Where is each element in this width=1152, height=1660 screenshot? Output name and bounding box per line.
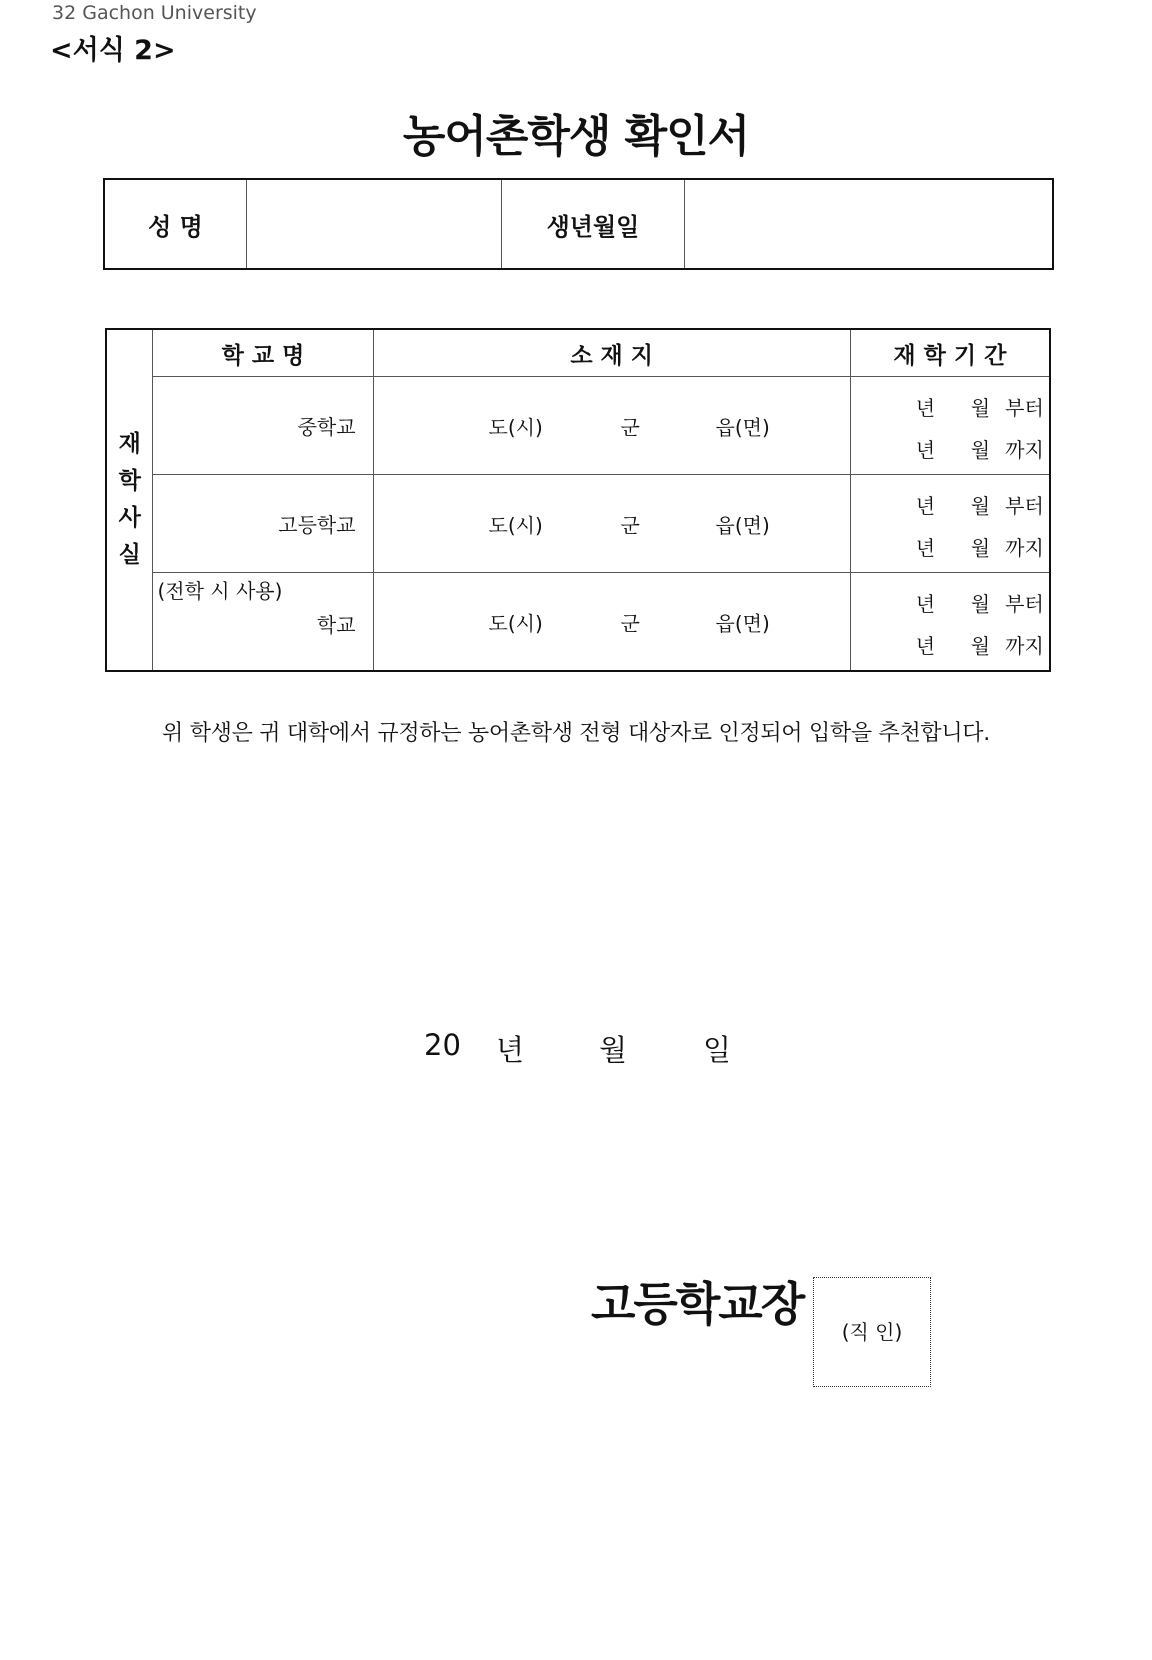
student-info-table bbox=[103, 178, 1054, 270]
to-label: 까지 bbox=[1005, 438, 1044, 462]
school-name-cell[interactable] bbox=[153, 573, 373, 672]
header-period: 재 학 기 간 bbox=[850, 329, 1050, 377]
month-label: 월 bbox=[970, 494, 991, 518]
from-label: 부터 bbox=[1005, 396, 1044, 420]
table-row bbox=[106, 377, 1050, 475]
province-label: 도(시) bbox=[488, 513, 543, 537]
school-suffix: 중학교 bbox=[297, 415, 356, 439]
year-label: 년 bbox=[915, 494, 936, 518]
birth-field[interactable] bbox=[685, 179, 1054, 269]
attendance-side-label bbox=[106, 329, 153, 671]
year-label: 년 bbox=[915, 438, 936, 462]
header-location: 소 재 지 bbox=[373, 329, 850, 377]
year-label: 년 bbox=[915, 536, 936, 560]
recommendation-statement: 위 학생은 귀 대학에서 규정하는 농어촌학생 전형 대상자로 인정되어 입학을 추천합니다. bbox=[162, 721, 990, 746]
province-label: 도(시) bbox=[488, 611, 543, 635]
town-label: 읍(면) bbox=[715, 513, 770, 537]
county-label: 군 bbox=[620, 513, 640, 537]
period-cell[interactable] bbox=[850, 475, 1050, 573]
name-field[interactable] bbox=[247, 179, 502, 269]
school-suffix: 고등학교 bbox=[278, 513, 356, 537]
official-seal-box[interactable]: (직 인) bbox=[813, 1277, 931, 1387]
town-label: 읍(면) bbox=[715, 611, 770, 635]
period-cell[interactable] bbox=[850, 573, 1050, 672]
date-year-label: 년 bbox=[496, 1033, 525, 1067]
document-title: 농어촌학생 확인서 bbox=[402, 111, 750, 162]
from-label: 부터 bbox=[1005, 494, 1044, 518]
county-label: 군 bbox=[620, 415, 640, 439]
transfer-note: (전학 시 사용) bbox=[157, 579, 283, 603]
principal-title: 고등학교장 bbox=[591, 1277, 804, 1331]
school-attendance-table bbox=[105, 328, 1051, 672]
province-label: 도(시) bbox=[488, 415, 543, 439]
year-label: 년 bbox=[915, 592, 936, 616]
date-prefix: 20 bbox=[424, 1028, 461, 1062]
school-name-cell[interactable] bbox=[153, 377, 373, 475]
month-label: 월 bbox=[970, 592, 991, 616]
side-char: 학 bbox=[118, 468, 141, 494]
birth-label: 생년월일 bbox=[502, 179, 685, 269]
year-label: 년 bbox=[915, 396, 936, 420]
date-month-label: 월 bbox=[599, 1033, 628, 1067]
month-label: 월 bbox=[970, 634, 991, 658]
year-label: 년 bbox=[915, 634, 936, 658]
county-label: 군 bbox=[620, 611, 640, 635]
school-name-cell[interactable] bbox=[153, 475, 373, 573]
side-char: 사 bbox=[118, 505, 141, 531]
table-row bbox=[106, 475, 1050, 573]
side-char: 실 bbox=[118, 542, 141, 568]
to-label: 까지 bbox=[1005, 536, 1044, 560]
header-school-name: 학 교 명 bbox=[153, 329, 373, 377]
period-cell[interactable] bbox=[850, 377, 1050, 475]
from-label: 부터 bbox=[1005, 592, 1044, 616]
side-char: 재 bbox=[118, 431, 141, 457]
name-label: 성 명 bbox=[104, 179, 247, 269]
form-label: <서식 2> bbox=[50, 35, 176, 66]
page-header: 32 Gachon University bbox=[52, 2, 257, 24]
location-cell[interactable] bbox=[373, 475, 850, 573]
school-suffix: 학교 bbox=[316, 613, 356, 637]
month-label: 월 bbox=[970, 438, 991, 462]
town-label: 읍(면) bbox=[715, 415, 770, 439]
month-label: 월 bbox=[970, 396, 991, 420]
location-cell[interactable] bbox=[373, 573, 850, 672]
location-cell[interactable] bbox=[373, 377, 850, 475]
table-row bbox=[106, 573, 1050, 672]
month-label: 월 bbox=[970, 536, 991, 560]
date-day-label: 일 bbox=[703, 1033, 732, 1067]
to-label: 까지 bbox=[1005, 634, 1044, 658]
